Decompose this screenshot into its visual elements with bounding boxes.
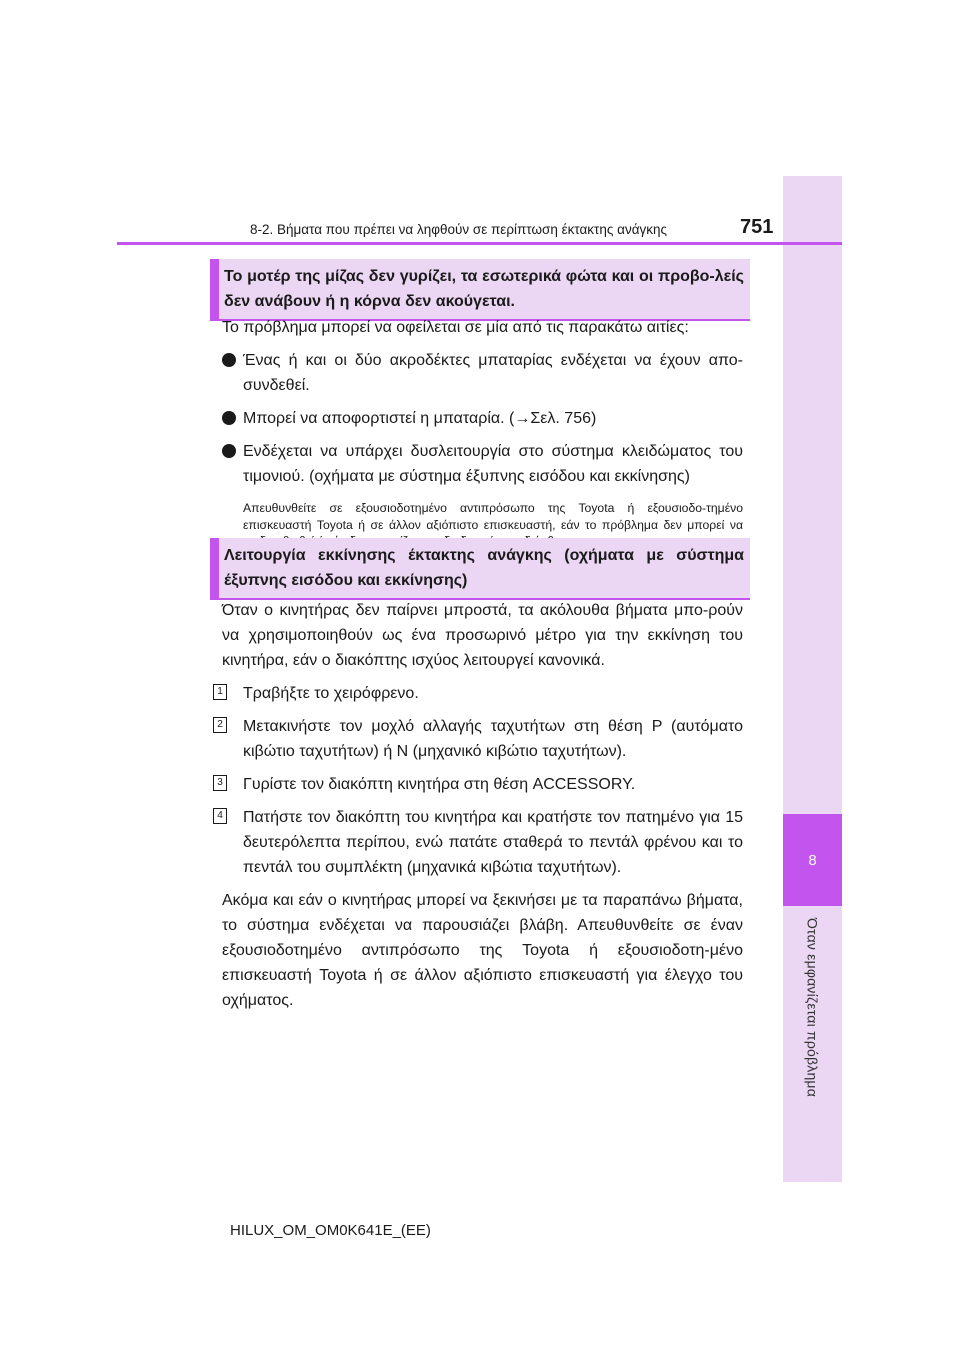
list-item	[222, 439, 743, 489]
step-item	[217, 772, 743, 797]
list-item-text: Ενδέχεται να υπάρχει δυσλειτουργία στο σύστημα κλειδώματος του τιμονιού. (οχήματα με σύστημα έξυπνης εισόδου και εκκίνησης)	[243, 443, 743, 485]
list-item-text: Μπορεί να αποφορτιστεί η μπαταρία. (→Σελ. 756)	[243, 410, 597, 427]
step-item	[217, 681, 743, 706]
section-starter-body	[222, 315, 743, 550]
section-intro: Όταν ο κινητήρας δεν παίρνει μπροστά, τα ακόλουθα βήματα μπο-ρούν να χρησιμοποιηθούν ως ένα προσωρινό μέτρο για την εκκίνηση του κινητήρα, εάν ο διακόπτης ισχύος λειτουργεί κανονικά.	[222, 602, 743, 669]
section-heading-text: Το μοτέρ της μίζας δεν γυρίζει, τα εσωτερικά φώτα και οι προβο-λείς δεν ανάβουν ή η κόρνα δεν ακούγεται.	[224, 268, 744, 310]
step-item	[217, 805, 743, 880]
step-number: 2	[213, 717, 227, 733]
header-divider	[117, 242, 842, 245]
step-number: 1	[213, 684, 227, 700]
closing-paragraph: Ακόμα και εάν ο κινητήρας μπορεί να ξεκινήσει με τα παραπάνω βήματα, το σύστημα ενδέχεται να παρουσιάζει βλάβη. Απευθυνθείτε σε έναν εξουσιοδοτημένο αντιπρόσωπο της Toyota ή εξουσιοδοτη-μένο επισκευαστή Toyota ή σε άλλον αξιόπιστο επισκευαστή για έλεγχο του οχήματος.	[222, 892, 743, 1009]
bullet-icon	[222, 411, 236, 425]
step-text: Πατήστε τον διακόπτη του κινητήρα και κρατήστε τον πατημένο για 15 δευτερόλεπτα περίπου, ενώ πατάτε σταθερά το πεντάλ φρένου και το πεντάλ του συμπλέκτη (μηχανικά κιβώτια ταχυτήτων).	[243, 809, 743, 876]
heading-accent-bar	[210, 259, 219, 319]
section-emergency-body	[217, 598, 743, 1013]
step-text: Μετακινήστε τον μοχλό αλλαγής ταχυτήτων στη θέση P (αυτόματο κιβώτιο ταχυτήτων) ή N (μηχανικό κιβώτιο ταχυτήτων).	[243, 718, 743, 760]
section-intro: Το πρόβλημα μπορεί να οφείλεται σε μία από τις παρακάτω αιτίες:	[222, 319, 689, 336]
bullet-icon	[222, 353, 236, 367]
page-number: 751	[740, 216, 774, 238]
step-number: 3	[213, 775, 227, 791]
bullet-icon	[222, 444, 236, 458]
section-heading-emergency-start	[210, 538, 750, 600]
step-number: 4	[213, 808, 227, 824]
heading-accent-bar	[210, 538, 219, 598]
chapter-title: Όταν εμφανίζεται πρόβλημα	[804, 918, 821, 1097]
list-item	[222, 406, 743, 431]
chapter-side-tab	[783, 176, 842, 1182]
chapter-number: 8	[783, 814, 842, 906]
step-text: Γυρίστε τον διακόπτη κινητήρα στη θέση ACCESSORY.	[243, 776, 636, 793]
document-code: HILUX_OM_OM0K641E_(EE)	[230, 1222, 431, 1239]
list-item-text: Ένας ή και οι δύο ακροδέκτες μπαταρίας ενδέχεται να έχουν απο-συνδεθεί.	[243, 352, 743, 394]
section-heading-text: Λειτουργία εκκίνησης έκτακτης ανάγκης (οχήματα με σύστημα έξυπνης εισόδου και εκκίνησης)	[224, 547, 744, 589]
service-note: Απευθυνθείτε σε εξουσιοδοτημένο αντιπρόσωπο της Toyota ή εξουσιοδο-τημένο επισκευαστή Toyota ή σε άλλον αξιόπιστο επισκευαστή, εάν το πρόβλημα δεν μπορεί να	[243, 501, 743, 532]
step-text: Τραβήξτε το χειρόφρενο.	[243, 685, 419, 702]
running-header-title: 8-2. Βήματα που πρέπει να ληφθούν σε περίπτωση έκτακτης ανάγκης	[250, 222, 668, 237]
list-item	[222, 348, 743, 398]
section-heading-starter	[210, 259, 750, 321]
step-item	[217, 714, 743, 764]
